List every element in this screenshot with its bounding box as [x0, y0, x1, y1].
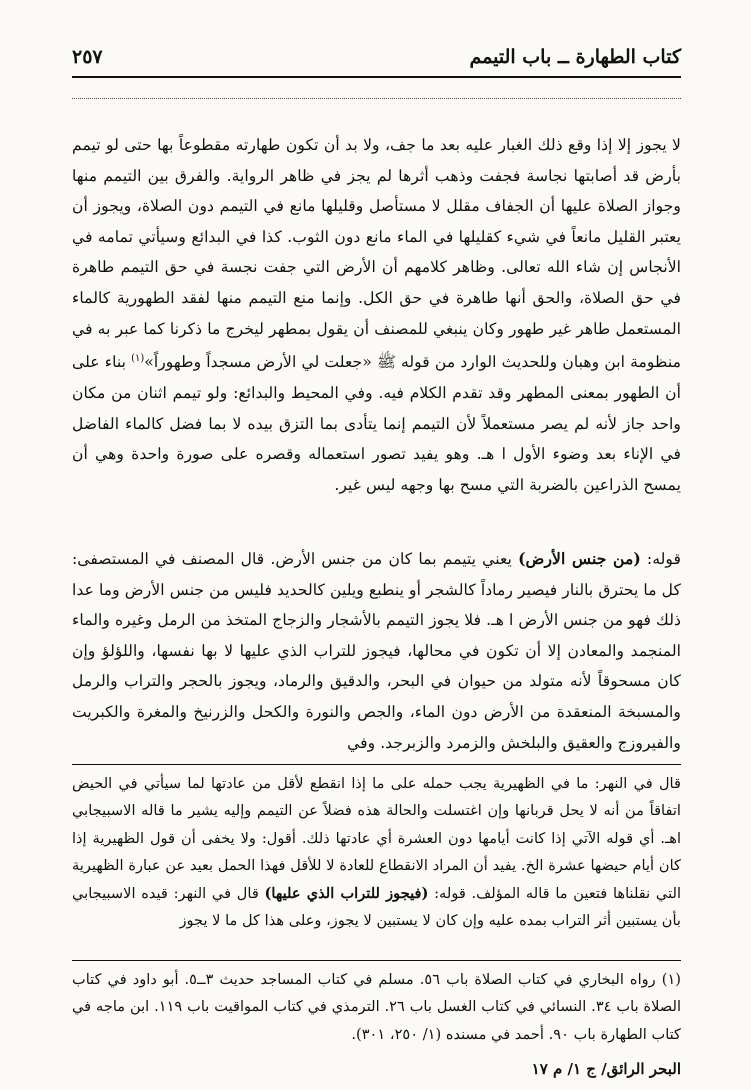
para1-text: لا يجوز إلا إذا وقع ذلك الغبار عليه بعد ما جف، ولا بد أن تكون طهارته مقطوعاً بها حتى لو تيمم بأرض قد أصابتها نجاسة فجفت وذهب أثرها لم يجز في ظاهر الرواية. والفرق بين التيمم منها وجواز الصلاة عليها أن الجفاف مقلل لا مستأصل وقليلها مانع في التيمم دون الصلاة، ويجوز أن يعتبر القليل مانعاً في شيء كقليلها في الماء مانع دون الثوب. كذا في البدائع وسيأتي تمامه في الأنجاس إن شاء الله تعالى. وظاهر كلامهم أن الأرض التي جفت نجسة في حق التيمم طاهرة في حق الصلاة، والحق أنها طاهرة في حق الكل. وإنما منع التيمم منها لفقد الطهورية كالماء المستعمل طاهر غير طهور وكان ينبغي للمصنف أن يقول بمطهر ليخرج ما ذكرنا كما عبر به في منظومة ابن وهبان وللحديث الوارد من قوله ﷺ «جعلت لي الأرض مسجداً وطهوراً»	[72, 135, 682, 372]
footnote	[72, 966, 681, 1048]
running-header	[72, 46, 681, 74]
footnote-text: (١) رواه البخاري في كتاب الصلاة باب ٥٦. مسلم في كتاب المساجد حديث ٣ــ٥. أبو داود في كتاب الصلاة باب ٣٤. النسائي في كتاب الغسل باب ٢٦. الترمذي في كتاب المواقيت باب ١١٩. ابن ماجه في كتاب الطهارة باب ٩٠. أحمد في مسنده (١/ ٢٥٠، ٣٠١).	[72, 971, 682, 1043]
footnote-rule	[72, 960, 681, 961]
chapter-title: كتاب الطهارة ــ باب التيمم	[469, 46, 681, 68]
para2-text: يعني يتيمم بما كان من جنس الأرض. قال المصنف في المستصفى: كل ما يحترق بالنار فيصير رماداً كالشجر أو ينطبع ويلين كالحديد فليس من جنس الأرض وما عدا ذلك فهو من جنس الأرض ا هـ. فلا يجوز التيمم بالأشجار والزجاج المتخذ من الرمل وغيره والماء المنجمد والمعادن إلا أن تكون في محالها، فيجوز للتراب الذي عليها لا بها نفسها، واللؤلؤ وإن كان مسحوقاً لأنه متولد من حيوان في البحر، والدقيق والرماد، ويجوز بالحجر والتراب والرمل والمسبخة المنعقدة من الأرض دون الماء، والجص والنورة والكحل والزرنيخ والمغرة والكبريت والفيروزج والعقيق والبلخش والزمرد والزبرجد. وفي	[72, 549, 681, 752]
main-text	[72, 130, 681, 500]
header-rule	[72, 76, 681, 78]
gloss-heading: (فيجوز للتراب الذي عليها)	[264, 884, 429, 902]
gloss-text	[72, 770, 681, 934]
page-footer: البحر الرائق/ ج ١/ م ١٧	[531, 1060, 681, 1078]
main-paragraph-1	[72, 130, 681, 500]
main-paragraph-2	[72, 544, 681, 758]
gloss-text-1: قال في النهر: ما في الظهيرية يجب حمله على ما إذا انقطع لأقل من عادتها لما سيأتي في الحيض اتفاقاً من أنه لا يحل قربانها وإن اغتسلت والحالة هذه فضلاً عن التيمم وإليه يشير ما قاله الاسبيجابي اهـ. أي قوله الآتي إذا كانت أيامها دون العشرة أي عادتها ذلك. أقول: ولا يخفى أن قول الظهيرية إذا كان أيام حيضها عشرة الخ. يفيد أن المراد الانقطاع للعادة لا للأقل فهذا الحمل بعيد عن عبارة الظهيرية التي نقلناها فتعين ما قاله المؤلف. قوله:	[72, 775, 682, 902]
para2-heading: (من جنس الأرض)	[518, 549, 641, 568]
para1-end-text: بناء على أن الطهور بمعنى المطهر وقد تقدم الكلام فيه. وفي المحيط والبدائع: ولو تيمم اثنان من مكان واحد جاز لأنه لم يصر مستعملاً لأن التيمم إنما يتأدى بما التزق بيده لا بما فضل كالماء الفاضل في الإناء بعد وضوء الأول ا هـ. وهو يفيد تصور استعماله وقصره على صورة واحدة وهي أن يمسح الذراعين بالضربة التي مسح بها وجهه ليس غير.	[72, 352, 681, 494]
dotted-separator	[72, 86, 681, 99]
para2-lead: قوله:	[640, 549, 681, 568]
main-text-2	[72, 544, 681, 758]
footnote-reference: (١)	[131, 353, 145, 365]
gloss-text-2: قال في النهر: قيده الاسبيجابي بأن يستبين أثر التراب بمده عليه وإن كان لا يستبين لا يجوز، وعلى هذا كل ما لا يجوز	[72, 884, 681, 930]
gloss-paragraph	[72, 770, 681, 934]
page-number: ٢٥٧	[72, 46, 103, 68]
gloss-rule	[72, 764, 681, 765]
